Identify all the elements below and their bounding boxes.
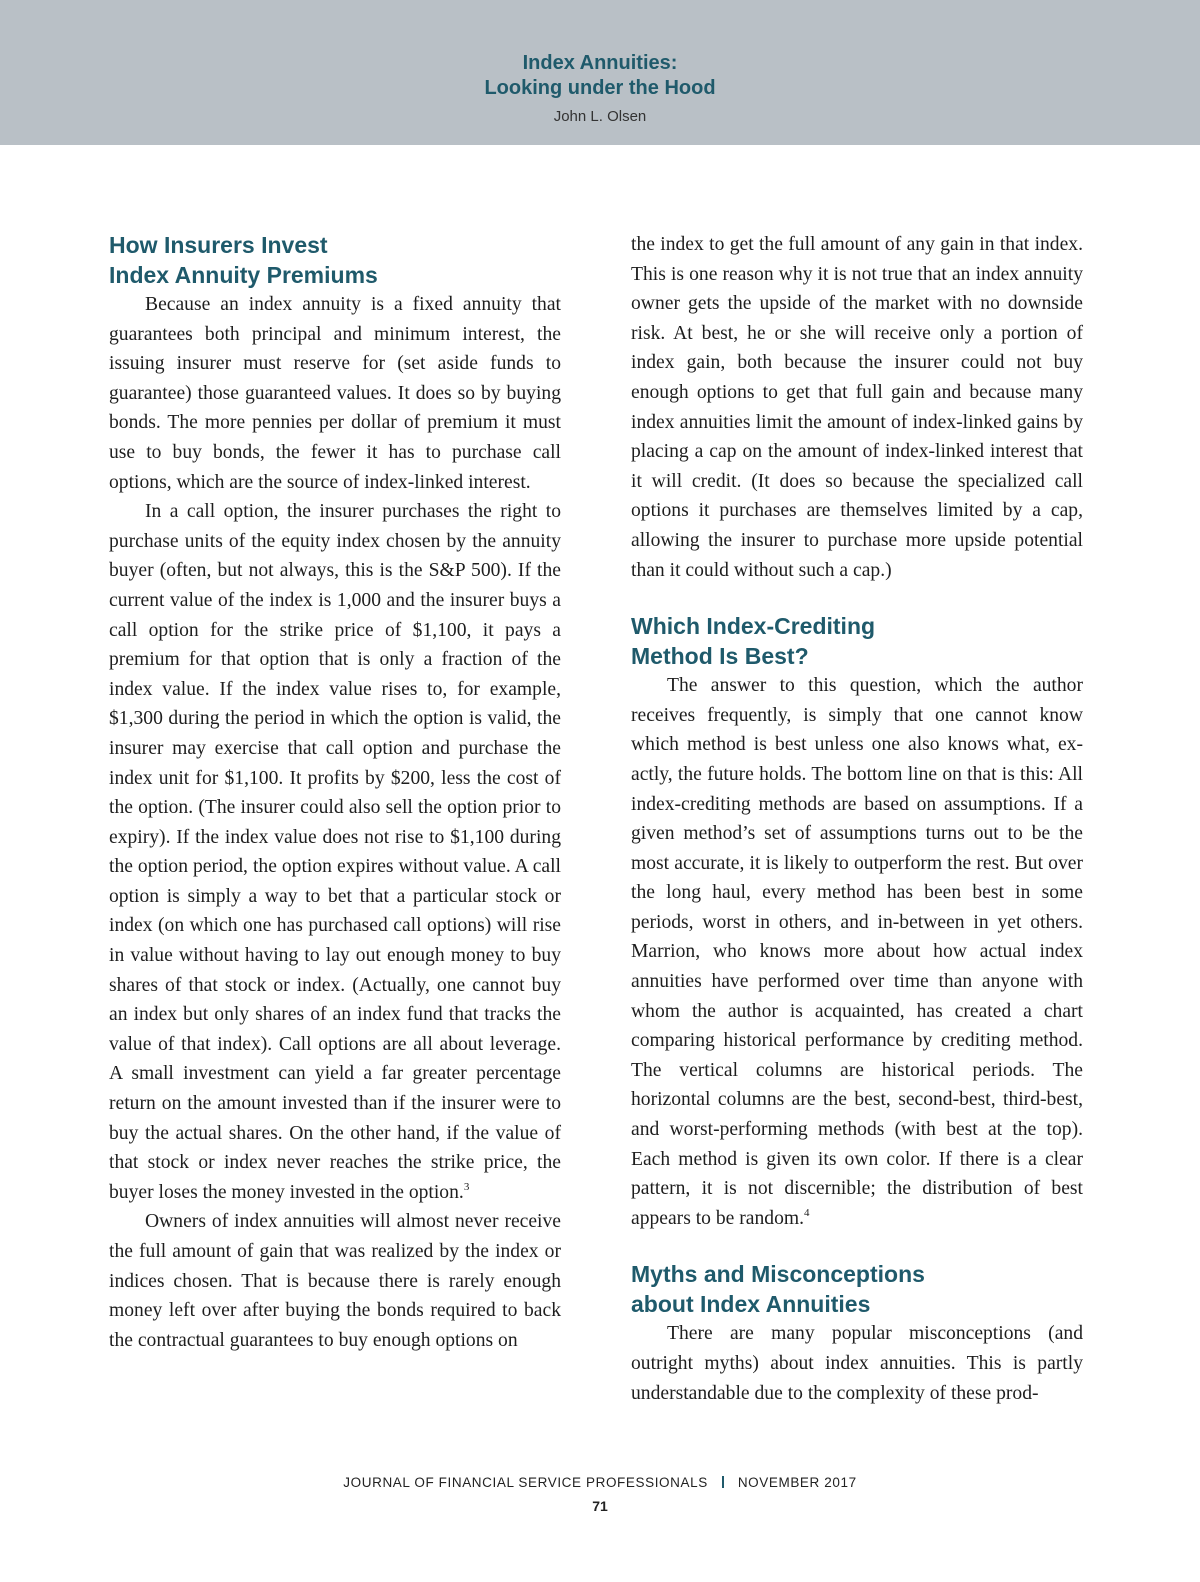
paragraph-text: In a call option, the insurer purchases the right to purchase units of the equity index chosen by the annuity buyer (often, but not always, this is the S&P 500). If the current value of the index is 1,000 and the insurer buys a call option for the strike price of $1,100, it pays a premium for that option that is only a fraction of the index value. If the index value rises to, for example, $1,300 during the period in which the option is valid, the insurer may exercise that call option and purchase the index unit for $1,100. It profits by $200, less the cost of the option. (The insurer could also sell the option prior to expiry). If the index value does not rise to $1,100 during the option period, the option expires without value. A call option is simply a way to bet that a particular stock or index (on which one has purchased call options) will rise in value without having to lay out enough money to buy shares of that stock or index. (Actually, one cannot buy an index but only shares of an index fund that tracks the value of that index). Call options are all about leverage. A small investment can yield a far greater percentage return on the amount invested than if the insurer were to buy the actual shares. On the other hand, if the value of that stock or index never reaches the strike price, the buyer loses the money invested in the option. bbox=[109, 501, 561, 1203]
heading-line: Which Index-Crediting bbox=[631, 613, 876, 640]
section-heading-how-insurers-invest bbox=[109, 230, 561, 290]
paragraph bbox=[109, 497, 561, 1207]
paragraph bbox=[631, 671, 1083, 1233]
heading-line: Index Annuity Premiums bbox=[109, 262, 378, 288]
heading-line: about Index Annuities bbox=[631, 1291, 871, 1318]
paragraph: the index to get the full amount of any gain in that index. This is one reason why it is not true that an index annuity owner gets the upside of the market with no downside risk. At best, he or she will receive only a portion of index gain, both because the insurer could not buy enough options to get that full gain and because many index annuities limit the amount of index-linked gains by placing a cap on the amount of index-linked interest that it will credit. (It does so because the specialized call options it purchases are themselves limited by a cap, allowing the insurer to purchase more upside potential than it could without such a cap.) bbox=[631, 234, 1083, 581]
page-header bbox=[0, 0, 1200, 145]
section-heading-myths bbox=[631, 1259, 1083, 1319]
paragraph: Owners of index annuities will almost never receive the full amount of gain that was realized by the index or indices chosen. That is because there is rarely enough money left over after buying the bonds required to back the contractual guarantees to buy enough options on bbox=[109, 1211, 561, 1351]
article-title-line1: Index Annuities: bbox=[522, 52, 678, 74]
issue-date: NOVEMBER 2017 bbox=[737, 1475, 857, 1490]
section-heading-which-method bbox=[631, 611, 1083, 671]
left-column bbox=[109, 230, 561, 1355]
page-footer bbox=[0, 1475, 1200, 1514]
footnote-marker: 4 bbox=[804, 1206, 810, 1219]
footer-journal-line bbox=[0, 1475, 1200, 1490]
right-column bbox=[631, 230, 1083, 1408]
paragraph-text: The answer to this question, which the author receives frequently, is simply that one cannot know which method is best unless one also knows what, exactly, the future holds. The bottom line on that is this: All index-crediting methods are based on assumptions. If a given method’s set of assumptions turns out to be the most accurate, it is likely to outperform the rest. But over the long haul, every method has been best in some periods, worst in others, and in-between in yet others. Marrion, who knows more about how actual index annuities have performed over time than anyone with whom the author is acquainted, has created a chart comparing historical performance by crediting method. The vertical columns are historical periods. The horizontal columns are the best, second-best, third-best, and worst-performing methods (with best at the top). Each method is given its own color. If there is a clear pattern, it is not discernible; the distribution of best appears to be random. bbox=[631, 675, 1083, 1229]
footer-separator bbox=[722, 1476, 724, 1488]
heading-line: Myths and Misconceptions bbox=[631, 1261, 925, 1288]
heading-line: Method Is Best? bbox=[631, 643, 809, 670]
article-title-line2: Looking under the Hood bbox=[484, 77, 716, 99]
journal-name: JOURNAL OF FINANCIAL SERVICE PROFESSIONALS bbox=[343, 1475, 708, 1490]
footnote-marker: 3 bbox=[463, 1180, 470, 1193]
paragraph: There are many popular misconceptions (and outright myths) about index annuities. This is partly understandable due to the complexity of these prod- bbox=[631, 1323, 1083, 1404]
heading-line: How Insurers Invest bbox=[109, 232, 328, 258]
article-author: John L. Olsen bbox=[553, 108, 647, 125]
page-number: 71 bbox=[592, 1498, 608, 1514]
paragraph: Because an index annuity is a fixed annuity that guarantees both principal and minimum interest, the issuing insurer must reserve for (set aside funds to guarantee) those guaranteed values. It does so by buying bonds. The more pennies per dollar of premium it must use to buy bonds, the fewer it has to purchase call options, which are the source of index-linked interest. bbox=[109, 294, 561, 493]
